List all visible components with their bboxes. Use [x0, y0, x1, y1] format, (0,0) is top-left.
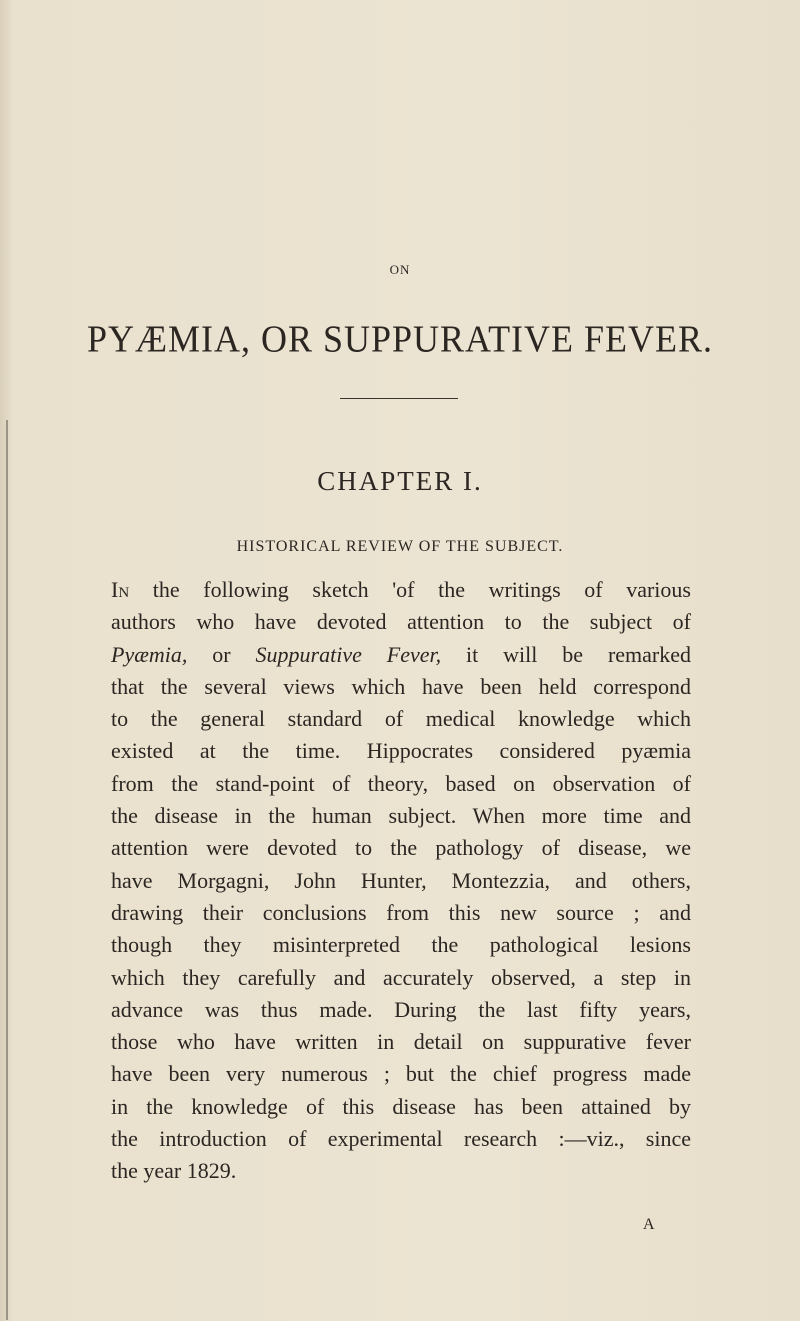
- italic-term: Pyæmia,: [111, 641, 188, 667]
- italic-term: Suppurative Fever,: [255, 641, 442, 667]
- text-line: have Morgagni, John Hunter, Montezzia, and others,: [111, 867, 691, 893]
- chapter-heading: CHAPTER I.: [317, 466, 483, 496]
- text-line: in the knowledge of this disease has been attained by: [111, 1093, 691, 1119]
- text-line: that the several views which have been held correspond: [111, 673, 691, 699]
- title-prefix: ON: [389, 262, 411, 277]
- text-line: advance was thus made. During the last fifty years,: [111, 996, 691, 1022]
- text-line: drawing their conclusions from this new source ; and: [111, 899, 691, 925]
- text-line: attention were devoted to the pathology of disease, we: [111, 835, 691, 861]
- text-line: from the stand-point of theory, based on observation of: [111, 770, 691, 796]
- signature-mark: A: [643, 1216, 655, 1233]
- text-line: which they carefully and accurately observed, a step in: [111, 964, 691, 990]
- text-line: have been very numerous ; but the chief progress made: [111, 1061, 691, 1087]
- text-line: Pyæmia, or Suppurative Fever, it will be remarked: [111, 641, 691, 667]
- text-line: the disease in the human subject. When more time and: [111, 803, 691, 829]
- text-line: authors who have devoted attention to the subject of: [111, 609, 691, 635]
- body-text: [111, 574, 691, 1188]
- book-title: PYÆMIA, OR SUPPURATIVE FEVER.: [86, 318, 714, 360]
- text-line: the year 1829.: [111, 1158, 237, 1184]
- text-line: the introduction of experimental research :—viz., since: [111, 1126, 691, 1152]
- drop-initial: In: [111, 577, 130, 602]
- text-line: those who have written in detail on suppurative fever: [111, 1029, 691, 1055]
- title-rule: [340, 398, 458, 399]
- text-line: though they misinterpreted the pathological lesions: [111, 932, 691, 958]
- text-line: In the following sketch 'of the writings of various: [111, 577, 691, 602]
- text-line: existed at the time. Hippocrates considered pyæmia: [111, 738, 691, 764]
- chapter-subheading: HISTORICAL REVIEW OF THE SUBJECT.: [236, 538, 564, 555]
- text-line: to the general standard of medical knowledge which: [111, 706, 691, 732]
